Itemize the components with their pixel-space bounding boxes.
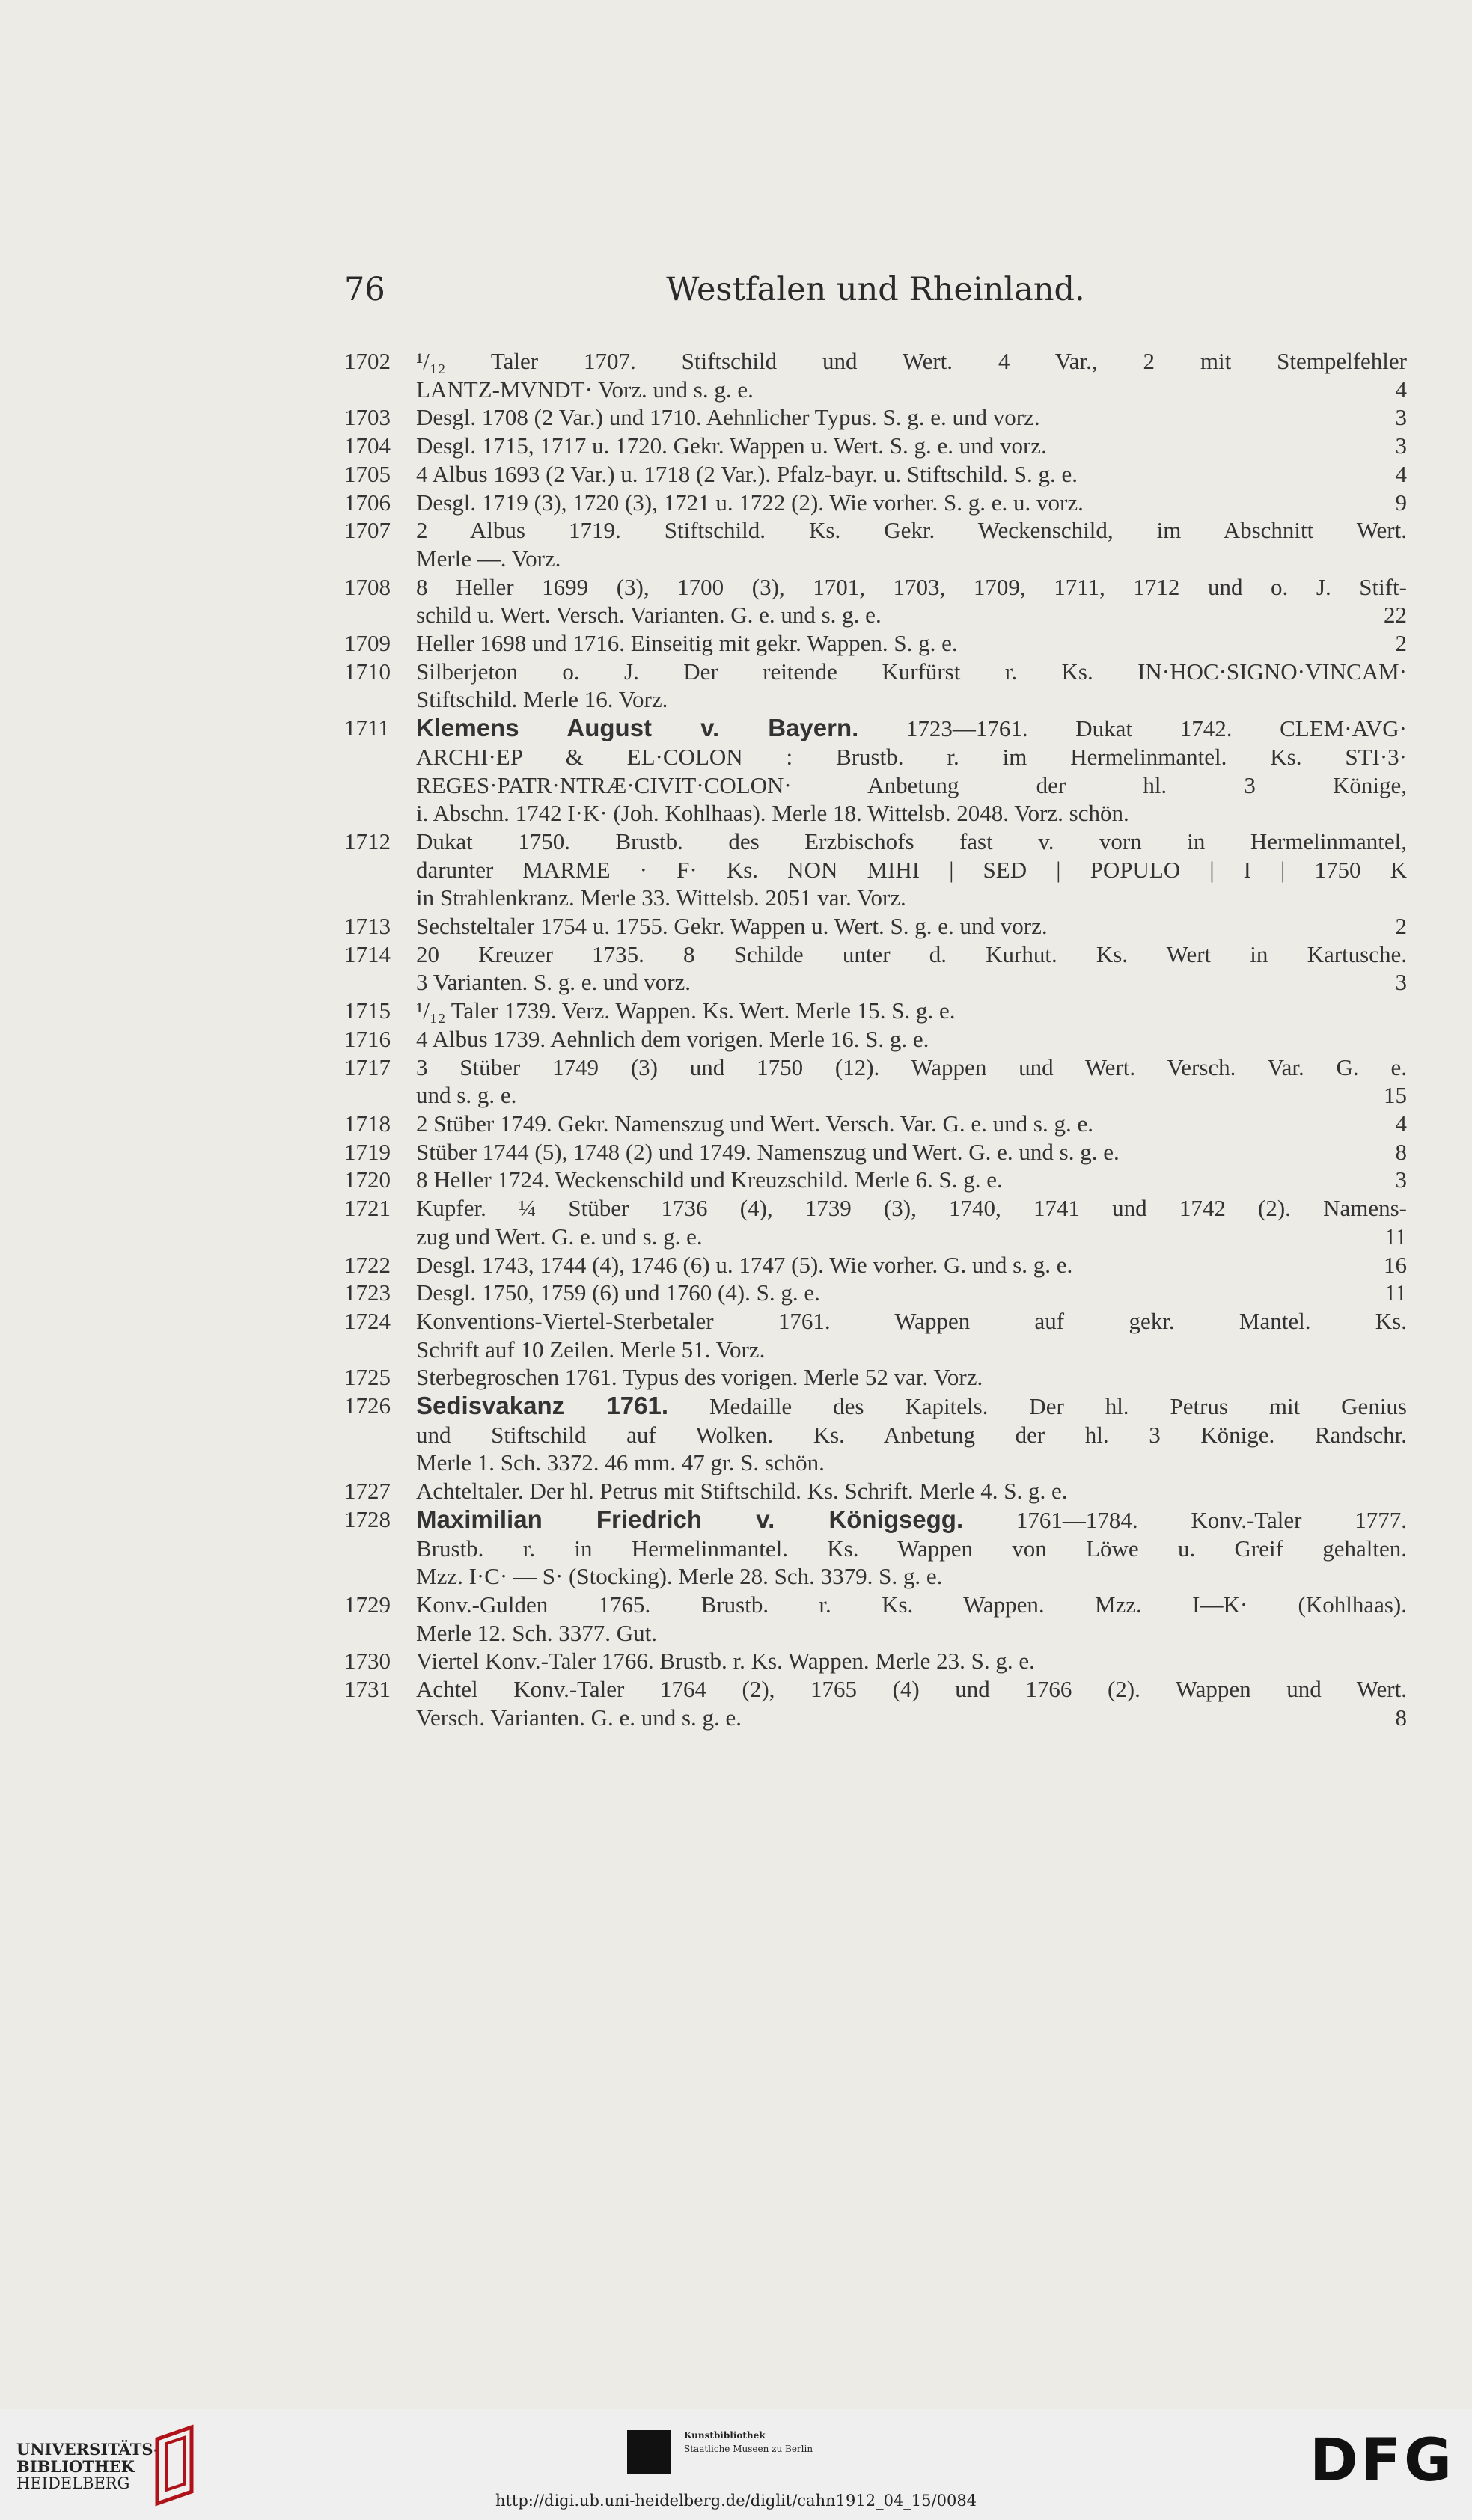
entry-line [416,545,1407,573]
entry-line [416,941,1407,969]
entry-line [416,1251,1407,1279]
entry-line-text: Mzz. I·C· — S· (Stocking). Merle 28. Sch. 3379. S. g. e. [416,1563,943,1590]
entry-line [416,1535,1407,1563]
entry-number: 1717 [344,1053,391,1080]
entry-line [416,376,1407,404]
entry-number: 1708 [344,573,391,600]
entry-text [416,1166,1407,1194]
entry-line [416,968,1407,997]
entry-line-text: 3 Varianten. S. g. e. und vorz. [416,969,691,996]
catalog-entry [344,658,1407,714]
entry-number: 1711 [344,715,390,741]
ruler-name: Maximilian Friedrich v. Königsegg. [416,1505,964,1533]
piece-count: 15 [1384,1082,1407,1109]
entry-line-text: Dukat 1750. Brustb. des Erzbischofs fast v. vorn in Hermelinmantel, [416,828,1407,854]
entry-line [416,714,1407,743]
entry-line-text: Kupfer. ¼ Stüber 1736 (4), 1739 (3), 1740, 1741 und 1742 (2). Namens- [416,1195,1407,1222]
ruler-name: Klemens August v. Bayern. [416,714,859,742]
catalog-entry [344,1392,1407,1477]
catalog-entry [344,1053,1407,1110]
entry-text [416,573,1407,629]
entry-number: 1714 [344,941,391,967]
entry-line [416,460,1407,489]
entry-line-text: 4 Albus 1693 (2 Var.) u. 1718 (2 Var.). Pfalz-bayr. u. Stiftschild. S. g. e. [416,460,1078,487]
entry-text [416,432,1407,460]
catalog-entry [344,1505,1407,1591]
entry-line [416,828,1407,856]
catalog-entry [344,1675,1407,1731]
entry-number: 1729 [344,1591,391,1618]
entry-line-text: ¹/₁₂ Taler 1707. Stiftschild und Wert. 4 Var., 2 mit Stempelfehler [416,348,1407,374]
piece-count: 8 [1395,1138,1407,1165]
entry-line [416,1110,1407,1138]
entry-line-text: ¹/₁₂ Taler 1739. Verz. Wappen. Ks. Wert. Merle 15. S. g. e. [416,997,956,1024]
entry-line [416,1421,1407,1449]
entry-text [416,1505,1407,1591]
entry-text [416,489,1407,517]
running-title: Westfalen und Rheinland. [666,271,1085,308]
entry-line-text: und Stiftschild auf Wolken. Ks. Anbetung der hl. 3 Könige. Randschr. [416,1421,1407,1448]
entry-number: 1719 [344,1138,391,1165]
piece-count: 9 [1395,489,1407,516]
entry-line [416,1619,1407,1648]
catalog-entry [344,1647,1407,1675]
kb-line-2: Staatliche Museen zu Berlin [684,2444,813,2454]
entry-line [416,1053,1407,1082]
entry-text [416,1591,1407,1647]
catalog-entry [344,912,1407,941]
ub-line-3: HEIDELBERG [16,2474,130,2492]
permalink-url[interactable]: http://digi.ub.uni-heidelberg.de/diglit/cahn1912_04_15/0084 [495,2492,977,2510]
entry-line-text: Merle 12. Sch. 3377. Gut. [416,1619,658,1646]
entry-number: 1706 [344,489,391,516]
entry-text [416,1194,1407,1250]
catalog-entry [344,1477,1407,1505]
entry-text [416,1307,1407,1363]
entry-text [416,1392,1407,1477]
entry-line [416,1279,1407,1307]
entry-number: 1715 [344,997,391,1024]
entry-text [416,1363,1407,1392]
entry-line-text: Stiftschild. Merle 16. Vorz. [416,686,668,713]
entry-text [416,516,1407,572]
catalog-entry [344,828,1407,912]
entry-line [416,573,1407,602]
catalog-entry [344,714,1407,828]
entry-line [416,1025,1407,1053]
entry-line [416,629,1407,658]
entry-text [416,1138,1407,1166]
entry-line-text: 3 Stüber 1749 (3) und 1750 (12). Wappen und Wert. Versch. Var. G. e. [416,1053,1407,1080]
entry-line [416,1505,1407,1535]
entry-line [416,912,1407,941]
entry-line [416,1223,1407,1251]
catalog-entry [344,1138,1407,1166]
entry-line-text: 1723—1761. Dukat 1742. CLEM·AVG· [858,715,1408,742]
entry-text [416,403,1407,432]
catalog-entry [344,489,1407,517]
entry-line-text: Desgl. 1743, 1744 (4), 1746 (6) u. 1747 (5). Wie vorher. G. und s. g. e. [416,1251,1073,1278]
entry-text [416,1675,1407,1731]
entry-number: 1704 [344,432,391,459]
entry-number: 1703 [344,404,391,431]
entry-line [416,347,1407,376]
entry-line [416,658,1407,686]
entry-line-text: 20 Kreuzer 1735. 8 Schilde unter d. Kurhut. Ks. Wert in Kartusche. [416,941,1407,967]
entry-line-text: 8 Heller 1699 (3), 1700 (3), 1701, 1703, 1709, 1711, 1712 und o. J. Stift- [416,573,1407,600]
entry-line [416,432,1407,460]
piece-count: 3 [1395,1166,1407,1193]
entry-text [416,347,1407,403]
piece-count: 4 [1395,460,1407,487]
ub-line-1: UNIVERSITÄTS- [16,2440,160,2459]
entry-number: 1718 [344,1110,391,1137]
entry-number: 1702 [344,348,391,374]
catalog-entry [344,1363,1407,1392]
entry-text [416,912,1407,941]
entry-line-text: Konv.-Gulden 1765. Brustb. r. Ks. Wappen. Mzz. I—K· (Kohlhaas). [416,1591,1407,1618]
entry-line-text: Desgl. 1719 (3), 1720 (3), 1721 u. 1722 (2). Wie vorher. S. g. e. u. vorz. [416,489,1084,516]
catalog-entry [344,460,1407,489]
catalog-entry [344,1166,1407,1194]
entry-line-text: 2 Stüber 1749. Gekr. Namenszug und Wert. Versch. Var. G. e. und s. g. e. [416,1110,1093,1137]
entry-text [416,941,1407,997]
ruler-name: Sedisvakanz 1761. [416,1392,669,1420]
entry-text [416,1251,1407,1279]
entry-text [416,658,1407,714]
entry-line [416,1336,1407,1364]
piece-count: 3 [1395,969,1407,996]
entry-text [416,1025,1407,1053]
running-head [344,271,1407,316]
piece-count: 3 [1395,404,1407,431]
entry-line [416,685,1407,714]
entry-number: 1723 [344,1279,391,1306]
catalog-entry [344,347,1407,403]
piece-count: 22 [1384,602,1407,629]
entry-line-text: Medaille des Kapitels. Der hl. Petrus mit Genius [668,1393,1407,1420]
piece-count: 8 [1395,1704,1407,1731]
entry-line [416,1166,1407,1194]
entry-line-text: Sterbegroschen 1761. Typus des vorigen. Merle 52 var. Vorz. [416,1364,983,1391]
entry-line [416,516,1407,545]
entry-text [416,1647,1407,1675]
entry-line-text: Desgl. 1750, 1759 (6) und 1760 (4). S. g. e. [416,1279,820,1306]
entry-line [416,1562,1407,1591]
catalog-entry [344,573,1407,629]
kunstbibliothek-logo-icon [627,2430,671,2474]
catalog-entry [344,1194,1407,1250]
entry-number: 1722 [344,1251,391,1278]
entry-line [416,1194,1407,1223]
catalog-entry [344,1110,1407,1138]
entry-number: 1721 [344,1195,391,1222]
piece-count: 11 [1384,1279,1407,1306]
page-number: 76 [344,271,385,308]
kb-line-1: Kunstbibliothek [684,2430,766,2441]
catalog-entry [344,629,1407,658]
entry-line-text: Silberjeton o. J. Der reitende Kurfürst r. Ks. IN·HOC·SIGNO·VINCAM· [416,658,1407,685]
entry-line [416,997,1407,1025]
entry-line-text: REGES·PATR·NTRÆ·CIVIT·COLON· Anbetung der hl. 3 Könige, [416,771,1407,798]
catalog-entries [344,347,1407,1731]
entry-line-text: Merle 1. Sch. 3372. 46 mm. 47 gr. S. schön. [416,1449,825,1476]
ub-heidelberg-logo-text [16,2441,160,2492]
entry-number: 1716 [344,1025,391,1052]
entry-number: 1713 [344,913,391,940]
entry-line-text: 2 Albus 1719. Stiftschild. Ks. Gekr. Weckenschild, im Abschnitt Wert. [416,517,1407,544]
entry-line [416,771,1407,800]
entry-text [416,1053,1407,1110]
entry-number: 1724 [344,1307,391,1334]
entry-line [416,601,1407,629]
entry-number: 1720 [344,1166,391,1193]
catalog-entry [344,1307,1407,1363]
entry-line-text: Brustb. r. in Hermelinmantel. Ks. Wappen von Löwe u. Greif gehalten. [416,1535,1407,1562]
entry-line-text: 4 Albus 1739. Aehnlich dem vorigen. Merle 16. S. g. e. [416,1025,929,1052]
catalog-entry [344,941,1407,997]
entry-number: 1710 [344,658,391,685]
entry-line [416,856,1407,884]
entry-text [416,828,1407,912]
entry-number: 1709 [344,630,391,657]
piece-count: 2 [1395,913,1407,940]
kunstbibliothek-logo-text [684,2429,813,2456]
entry-line-text: ARCHI·EP & EL·COLON : Brustb. r. im Hermelinmantel. Ks. STI·3· [416,743,1407,770]
entry-text [416,1110,1407,1138]
entry-number: 1726 [344,1392,391,1419]
entry-line-text: Desgl. 1715, 1717 u. 1720. Gekr. Wappen u. Wert. S. g. e. und vorz. [416,432,1047,459]
entry-number: 1727 [344,1478,391,1505]
piece-count: 4 [1395,376,1407,403]
entry-number: 1712 [344,828,391,854]
catalog-entry [344,516,1407,572]
piece-count: 11 [1384,1223,1407,1250]
entry-number: 1730 [344,1648,391,1675]
entry-line [416,403,1407,432]
entry-line [416,1647,1407,1675]
catalog-entry [344,403,1407,432]
piece-count: 16 [1384,1251,1407,1278]
entry-line-text: 8 Heller 1724. Weckenschild und Kreuzschild. Merle 6. S. g. e. [416,1166,1003,1193]
entry-line-text: und s. g. e. [416,1082,517,1109]
catalog-entry [344,1025,1407,1053]
entry-line-text: LANTZ-MVNDT· Vorz. und s. g. e. [416,376,754,403]
entry-line-text: Achtel Konv.-Taler 1764 (2), 1765 (4) und 1766 (2). Wappen und Wert. [416,1676,1407,1703]
entry-line-text: i. Abschn. 1742 I·K· (Joh. Kohlhaas). Merle 18. Wittelsb. 2048. Vorz. schön. [416,800,1129,827]
entry-line [416,743,1407,771]
piece-count: 4 [1395,1110,1407,1137]
entry-line-text: Achteltaler. Der hl. Petrus mit Stiftschild. Ks. Schrift. Merle 4. S. g. e. [416,1478,1068,1505]
entry-line-text: schild u. Wert. Versch. Varianten. G. e. und s. g. e. [416,602,882,629]
entry-text [416,714,1407,828]
entry-line-text: Desgl. 1708 (2 Var.) und 1710. Aehnlicher Typus. S. g. e. und vorz. [416,404,1040,431]
ub-line-2: BIBLIOTHEK [16,2457,135,2476]
entry-line [416,1363,1407,1392]
entry-line-text: Merle —. Vorz. [416,545,561,572]
entry-line-text: in Strahlenkranz. Merle 33. Wittelsb. 2051 var. Vorz. [416,884,906,911]
entry-line [416,1307,1407,1336]
entry-line [416,1081,1407,1110]
catalog-entry [344,1279,1407,1307]
entry-line-text: 1761—1784. Konv.-Taler 1777. [963,1506,1407,1533]
piece-count: 3 [1395,432,1407,459]
entry-number: 1728 [344,1505,391,1532]
entry-text [416,460,1407,489]
entry-line-text: Schrift auf 10 Zeilen. Merle 51. Vorz. [416,1336,766,1363]
dfg-logo: DFG [1310,2427,1456,2495]
catalog-entry [344,1251,1407,1279]
catalog-entry [344,1591,1407,1647]
entry-line-text: Versch. Varianten. G. e. und s. g. e. [416,1704,742,1731]
catalog-entry [344,997,1407,1025]
entry-line [416,1477,1407,1505]
entry-line-text: Viertel Konv.-Taler 1766. Brustb. r. Ks. Wappen. Merle 23. S. g. e. [416,1648,1035,1675]
entry-line [416,1591,1407,1619]
entry-line [416,1704,1407,1732]
entry-line-text: darunter MARME · F· Ks. NON MIHI | SED | POPULO | I | 1750 K [416,856,1407,883]
entry-number: 1707 [344,517,391,544]
entry-text [416,1477,1407,1505]
entry-number: 1725 [344,1364,391,1391]
entry-number: 1705 [344,460,391,487]
entry-text [416,629,1407,658]
entry-line-text: Stüber 1744 (5), 1748 (2) und 1749. Namenszug und Wert. G. e. und s. g. e. [416,1138,1120,1165]
entry-line [416,1449,1407,1477]
entry-line [416,1392,1407,1421]
entry-line [416,489,1407,517]
piece-count: 2 [1395,630,1407,657]
entry-text [416,1279,1407,1307]
entry-line-text: Sechsteltaler 1754 u. 1755. Gekr. Wappen u. Wert. S. g. e. und vorz. [416,913,1048,940]
entry-line [416,1138,1407,1166]
entry-number: 1731 [344,1676,391,1703]
entry-line [416,884,1407,912]
entry-text [416,997,1407,1025]
catalog-entry [344,432,1407,460]
entry-line-text: zug und Wert. G. e. und s. g. e. [416,1223,703,1250]
entry-line [416,799,1407,828]
entry-line [416,1675,1407,1704]
entry-line-text: Konventions-Viertel-Sterbetaler 1761. Wappen auf gekr. Mantel. Ks. [416,1307,1407,1334]
entry-line-text: Heller 1698 und 1716. Einseitig mit gekr. Wappen. S. g. e. [416,630,958,657]
